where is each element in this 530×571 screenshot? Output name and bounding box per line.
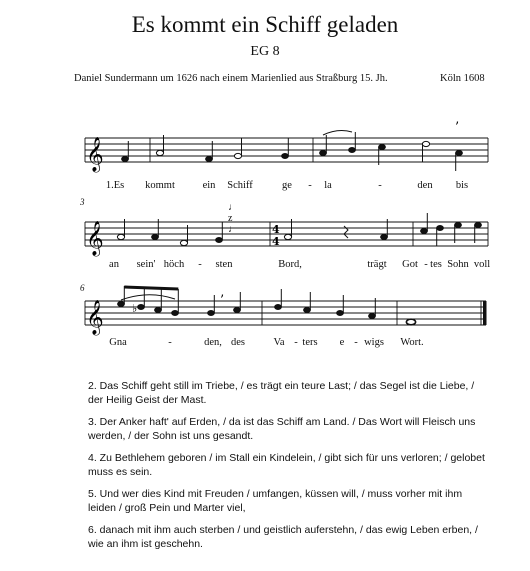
final-barline [483,301,487,325]
beam [124,287,178,289]
lyric-syllable: ters [302,337,318,348]
lyric-syllable: e [339,337,345,348]
lyric-syllable: sten [215,259,233,270]
note [304,308,311,313]
lyric-syllable: trägt [367,259,387,270]
slur [121,295,175,300]
breath-mark-icon: ’ [455,120,460,135]
lyric-syllable: bis [455,180,469,191]
lyric-syllable: ein [202,180,216,191]
lyric-syllable: voll [473,259,491,270]
lyric-syllable: 1.Es [105,180,125,191]
lyric-syllable: - [198,259,202,270]
treble-clef-icon: 𝄞 [86,137,104,172]
lyric-syllable: Schiff [227,180,253,191]
treble-clef-icon: 𝄞 [86,221,104,256]
lyric-syllable: den [417,180,433,191]
whole-note [406,319,415,325]
note [337,311,344,316]
measure-number: 6 [80,283,85,293]
verse-text: 2. Das Schiff geht still im Triebe, / es trägt ein teure Last; / das Segel ist die Liebe, / der Heilig Geist der Mast. [88,380,475,406]
lyric-syllable: Gna [109,337,127,348]
lyric-syllable: - [168,337,172,348]
lyric-syllable: des [231,337,245,348]
verse-2 [88,379,488,407]
lyric-syllable: den, [204,337,222,348]
lyric-syllable: - [294,337,298,348]
lyric-syllable: Sohn [447,259,469,270]
lyric-syllable: höch [163,259,185,270]
staff-lines [85,301,486,325]
note [155,308,162,313]
verse-text: 6. danach mit ihm auch sterben / und geistlich auferstehn, / das ewig Leben erben, / wie an ihm ist geschehn. [88,524,478,550]
verse-3 [88,415,488,443]
melody-credits: Köln 1608 [440,73,485,84]
note [138,305,145,310]
alt-rhythm-marking: ♩ z ♩ [228,202,238,235]
note [172,311,179,316]
verse-text: 3. Der Anker haft' auf Erden, / da ist das Schiff am Land. / Das Wort will Fleisch uns werden, / der Sohn ist uns gesandt. [88,416,476,442]
lyric-syllable: tes [430,259,442,270]
lyric-syllable: Got [402,259,418,270]
time-signature-numerator: 4 [272,223,280,236]
verse-5 [88,487,488,515]
treble-clef-icon: 𝄞 [86,300,104,335]
flat-icon: ♭ [132,302,138,315]
lyric-syllable: - [378,180,382,191]
lyric-syllable: - [424,259,428,270]
text-credits: Daniel Sundermann um 1626 nach einem Marienlied aus Straßburg 15. Jh. [74,73,388,84]
verse-6 [88,523,488,551]
song-title: Es kommt ein Schiff geladen [131,12,399,37]
note [275,305,282,310]
lyric-syllable: Wort. [400,337,424,348]
lyric-syllable: Bord, [278,259,302,270]
note [208,311,215,316]
hymnal-number: EG 8 [250,44,280,59]
lyric-syllable: - [354,337,358,348]
verse-text: 5. Und wer dies Kind mit Freuden / umfangen, küssen will, / muss vorher mit ihm leiden / groß Pein und Marter viel, [88,488,463,514]
note [234,308,241,313]
lyric-syllable: an [109,259,119,270]
verse-4 [88,451,488,479]
breath-mark-icon: ’ [220,293,225,308]
measure-number: 3 [80,197,85,207]
verse-text: 4. Zu Bethlehem geboren / im Stall ein Kindelein, / gibt sich für uns verloren; / gelobet muss es sein. [88,452,485,478]
note [369,314,376,319]
lyric-syllable: la [324,180,332,191]
lyric-syllable: sein' [136,259,156,270]
lyric-syllable: ge [282,180,292,191]
time-signature-denominator: 4 [272,235,280,248]
lyric-syllable: Va [273,337,285,348]
lyric-syllable: wigs [364,337,384,348]
note [118,302,125,307]
lyric-syllable: - [308,180,312,191]
lyric-syllable: kommt [145,180,175,191]
